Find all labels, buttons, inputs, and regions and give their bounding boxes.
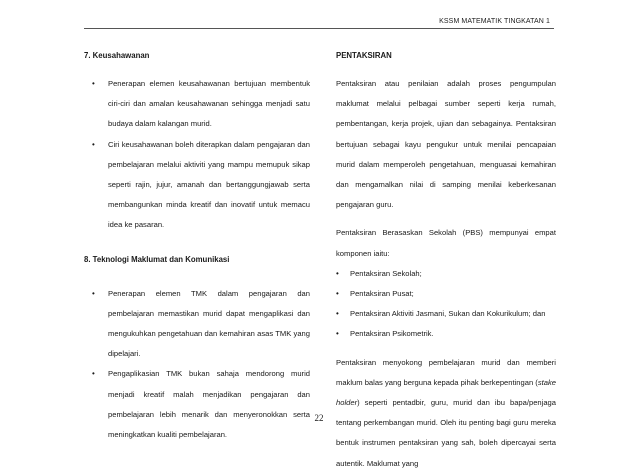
- paragraph-support-term: stake holder: [336, 377, 556, 408]
- bullet-icon: •: [336, 289, 339, 299]
- list-item-text: Pentaksiran Aktiviti Jasmani, Sukan dan Kokurikulum; dan: [350, 309, 546, 319]
- paragraph-support-text-b: ) seperti pentadbir, guru, murid dan ibu bapa/penjaga tentang perkembangan murid. Oleh itu penting bagi guru mereka bentuk instrumen pentaksiran yang sah, boleh dipercayai serta autentik. Maklumat yang: [336, 398, 556, 468]
- bullet-icon: •: [92, 288, 95, 298]
- right-column: [336, 46, 556, 474]
- paragraph-pbs: Pentaksiran Berasaskan Sekolah (PBS) mempunyai empat komponen iaitu:: [336, 228, 556, 258]
- list-item: [84, 74, 310, 135]
- section-heading-tmk: 8. Teknologi Maklumat dan Komunikasi: [84, 254, 230, 264]
- section-heading-pentaksiran: PENTAKSIRAN: [336, 51, 392, 60]
- header-divider: [84, 28, 554, 29]
- bullet-icon: •: [92, 369, 95, 379]
- bullet-icon: •: [336, 309, 339, 319]
- list-item-text: Pentaksiran Pusat;: [350, 289, 414, 299]
- list-item: [84, 364, 310, 445]
- bullet-icon: •: [92, 139, 95, 149]
- list-item-text: Pentaksiran Sekolah;: [350, 268, 422, 278]
- page-number: 22: [314, 413, 324, 423]
- paragraph-definition: Pentaksiran atau penilaian adalah proses pengumpulan maklumat melalui pelbagai sumber seperti kerja rumah, pembentangan, kerja projek, ujian dan sebagainya. Pentaksiran bertujuan sebagai kayu pengukur untuk menilai pencapaian murid dalam memperoleh pengetahuan, menguasai kemahiran dan mengamalkan nilai di samping menilai keberkesanan pengajaran guru.: [336, 79, 556, 210]
- running-header: KSSM MATEMATIK TINGKATAN 1: [439, 18, 550, 25]
- list-item-text: Penerapan elemen keusahawanan bertujuan membentuk ciri-ciri dan amalan keusahawanan sehingga menjadi satu budaya dalam kalangan murid.: [108, 79, 310, 129]
- left-column: [84, 46, 310, 445]
- paragraph-support-text-a: Pentaksiran menyokong pembelajaran murid dan memberi maklum balas yang berguna kepada pihak berkepentingan (: [336, 357, 556, 387]
- list-item: [336, 324, 556, 344]
- list-item: [84, 284, 310, 365]
- section-heading-keusahawanan: 7. Keusahawanan: [84, 51, 150, 60]
- list-item: [84, 135, 310, 236]
- bullet-icon: •: [92, 79, 95, 88]
- list-item-text: Pengaplikasian TMK bukan sahaja mendorong murid menjadi kreatif malah menjadikan pengajaran dan pembelajaran lebih menarik dan menyeronokkan serta meningkatkan kualiti pembelajaran.: [108, 369, 310, 440]
- list-item-text: Penerapan elemen TMK dalam pengajaran dan pembelajaran memastikan murid dapat mengaplikasi dan mengukuhkan pengetahuan dan kemahiran asas TMK yang dipelajari.: [108, 288, 310, 359]
- keusahawanan-list: [84, 74, 310, 236]
- list-item: [336, 284, 556, 304]
- list-item: [336, 264, 556, 284]
- list-item: [336, 304, 556, 324]
- list-item-text: Ciri keusahawanan boleh diterapkan dalam pengajaran dan pembelajaran melalui aktiviti yang mampu memupuk sikap seperti rajin, jujur, amanah dan bertanggungjawab serta membangunkan minda kreatif dan inovatif untuk memacu idea ke pasaran.: [108, 139, 310, 230]
- pbs-component-list: [336, 264, 556, 345]
- bullet-icon: •: [336, 329, 339, 339]
- list-item-text: Pentaksiran Psikometrik.: [350, 329, 434, 339]
- bullet-icon: •: [336, 268, 339, 278]
